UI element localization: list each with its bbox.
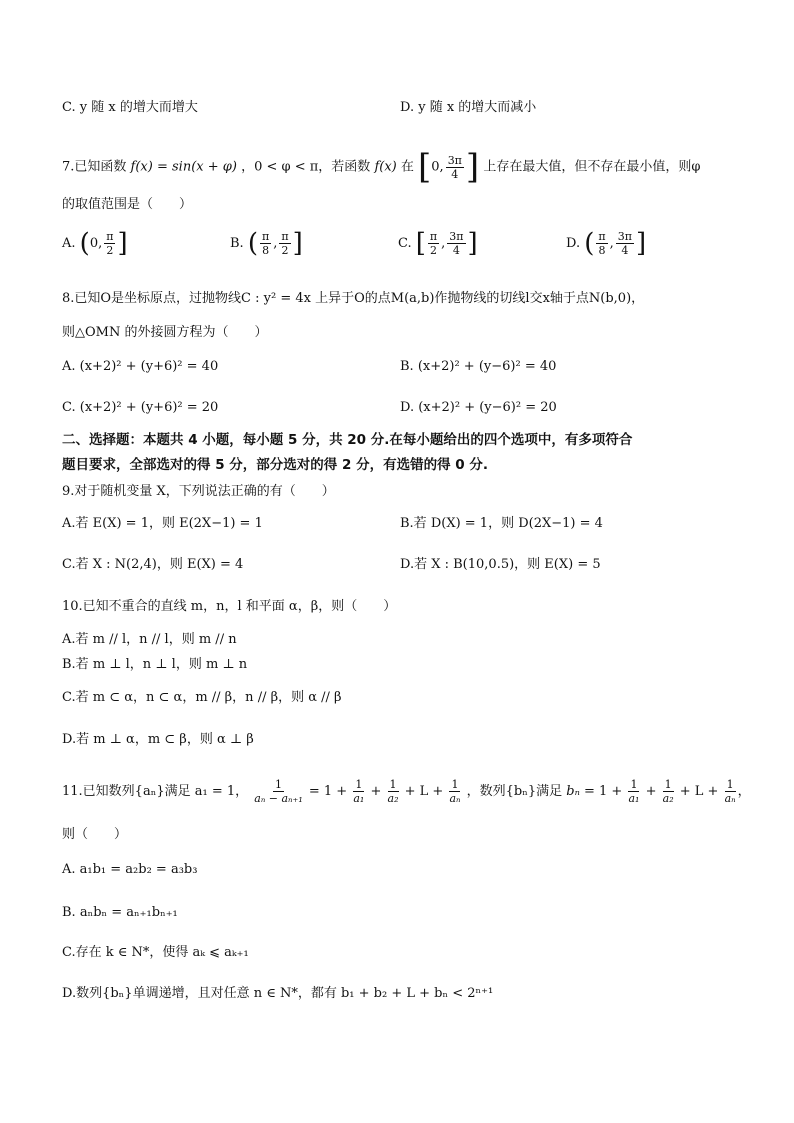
q10-option-a: A.若 m // l，n // l，则 m // n — [62, 632, 237, 647]
q8-option-d: D. (x+2)² + (y−6)² = 20 — [400, 400, 557, 415]
section2-heading-line2: 题目要求，全部选对的得 5 分，部分选对的得 2 分，有选错的得 0 分. — [62, 457, 489, 473]
q7-option-c: C. [ $\frac{\pi}{2}$ , $\frac{3\pi}{4}$ ] — [398, 228, 478, 259]
q7-option-c-label: C. — [398, 236, 412, 251]
q11-stem: 11.已知数列{aₙ}满足 a₁ = 1， $\frac{1}{\text{aₙ − aₙ₊₁}}$ = 1 + $\frac{1}{\text{a₁}}$ + $\frac{1}{\text{a₂}}$ + L + $\frac{1}{\text{aₙ}}$ ，数列{bₙ}满足 bₙ = 1 + $\frac{1}{\text{a₁}}$ + $\frac{1}{\text{a₂}}$ + L + $\frac{1}{\text{aₙ}}$ ， — [62, 778, 751, 805]
q6-option-c: C. y 随 x 的增大而增大 — [62, 100, 198, 115]
q7-interval-left-bracket: [ — [418, 147, 432, 187]
q11-bn-termn: $\frac{1}{\text{aₙ}}$ — [724, 778, 736, 805]
q11-recurrence-termn: $\frac{1}{\text{aₙ}}$ — [449, 778, 461, 805]
q8-option-b: B. (x+2)² + (y−6)² = 40 — [400, 359, 557, 374]
q10-option-b: B.若 m ⊥ l，n ⊥ l，则 m ⊥ n — [62, 657, 248, 672]
q10-option-d: D.若 m ⊥ α，m ⊂ β，则 α ⊥ β — [62, 732, 254, 747]
q9-option-c: C.若 X : N(2,4)，则 E(X) = 4 — [62, 557, 244, 572]
q11-option-d: D.数列{bₙ}单调递增，且对任意 n ∈ N*，都有 b₁ + b₂ + L + bₙ < 2ⁿ⁺¹ — [62, 986, 494, 1001]
q7-stem: 7.已知函数 f(x) = sin(x + φ) ，0 < φ < π，若函数 f(x) 在 [0, $\frac{3\pi}{4}$ ] 上存在最大值，但不存在最小值，则φ — [62, 147, 701, 187]
q11-stem-line2: 则（ ） — [62, 827, 128, 842]
q7-stem-end: 上存在最大值，但不存在最小值，则φ — [483, 159, 701, 175]
q9-option-a: A.若 E(X) = 1，则 E(2X−1) = 1 — [62, 516, 263, 531]
q11-recurrence-term2: $\frac{1}{\text{a₂}}$ — [387, 778, 399, 805]
q8-option-a: A. (x+2)² + (y+6)² = 40 — [62, 359, 219, 374]
q9-option-d: D.若 X : B(10,0.5)，则 E(X) = 5 — [400, 557, 601, 572]
q11-bn-term2: $\frac{1}{\text{a₂}}$ — [662, 778, 674, 805]
q8-stem-line2: 则△OMN 的外接圆方程为（ ） — [62, 325, 268, 340]
q7-interval-zero: 0, — [431, 159, 444, 175]
q7-interval-right-bracket: ] — [465, 147, 480, 187]
q11-option-a: A. a₁b₁ = a₂b₂ = a₃b₃ — [62, 862, 198, 877]
q7-function-def: f(x) = sin(x + φ) — [130, 159, 237, 175]
q9-option-b: B.若 D(X) = 1，则 D(2X−1) = 4 — [400, 516, 603, 531]
q10-stem: 10.已知不重合的直线 m，n，l 和平面 α，β，则（ ） — [62, 599, 397, 614]
q7-stem-start: 7.已知函数 — [62, 159, 127, 175]
q11-option-b: B. aₙbₙ = aₙ₊₁bₙ₊₁ — [62, 905, 178, 920]
q11-recurrence-term1: $\frac{1}{\text{a₁}}$ — [353, 778, 365, 805]
q7-stem-line2: 的取值范围是（ ） — [62, 197, 193, 212]
q7-option-d: D. ( $\frac{\pi}{8}$ , $\frac{3\pi}{4}$ ] — [566, 228, 647, 259]
q11-stem-start: 11.已知数列{aₙ}满足 a₁ = 1， — [62, 784, 249, 799]
q11-bn-term1: $\frac{1}{\text{a₁}}$ — [628, 778, 640, 805]
section2-heading-line1: 二、选择题：本题共 4 小题，每小题 5 分，共 20 分.在每小题给出的四个选项中，有多项符合 — [62, 432, 633, 448]
q7-option-b-label: B. — [230, 236, 244, 251]
q11-bn-def: bₙ — [566, 784, 580, 799]
q7-interval-fraction: $\frac{3\pi}{4}$ — [447, 153, 462, 181]
q7-option-b: B. ( $\frac{\pi}{8}$ , $\frac{\pi}{2}$ ] — [230, 228, 303, 259]
q7-fx: f(x) — [374, 159, 397, 175]
q7-option-a: A. (0, $\frac{\pi}{2}$ ] — [62, 228, 128, 259]
q7-stem-mid: ，0 < φ < π，若函数 — [241, 159, 371, 175]
q8-stem: 8.已知O是坐标原点，过抛物线C : y² = 4x 上异于O的点M(a,b)作抛物线的切线l交x轴于点N(b,0)， — [62, 291, 645, 306]
q7-option-d-label: D. — [566, 236, 581, 251]
q9-stem: 9.对于随机变量 X，下列说法正确的有（ ） — [62, 484, 335, 499]
q11-stem-mid: ，数列{bₙ}满足 — [466, 784, 563, 799]
q6-option-d: D. y 随 x 的增大而减小 — [400, 100, 537, 115]
q11-option-c: C.存在 k ∈ N*，使得 aₖ ⩽ aₖ₊₁ — [62, 945, 249, 960]
q7-option-a-label: A. — [62, 236, 76, 251]
q11-recurrence-lhs: $\frac{1}{\text{aₙ − aₙ₊₁}}$ — [254, 778, 303, 805]
q8-option-c: C. (x+2)² + (y+6)² = 20 — [62, 400, 219, 415]
q10-option-c: C.若 m ⊂ α，n ⊂ α，m // β，n // β，则 α // β — [62, 690, 342, 705]
